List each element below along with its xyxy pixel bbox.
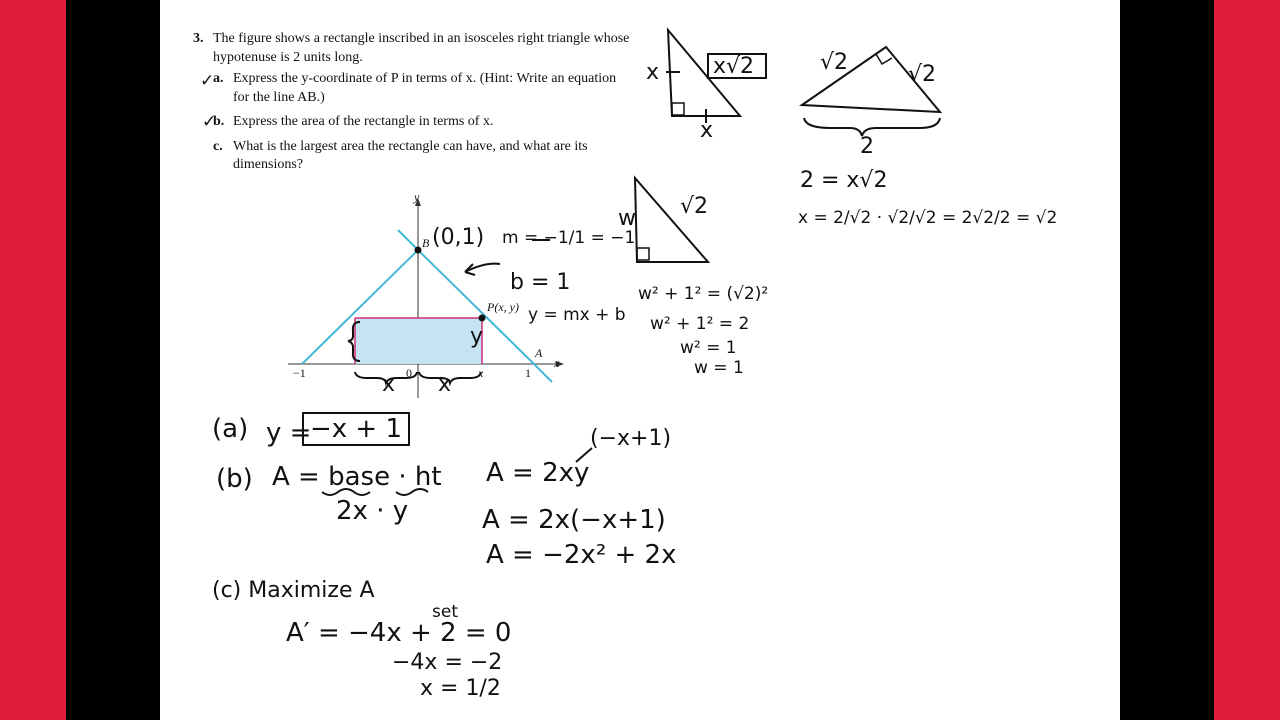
tri2-left-label: √2 xyxy=(820,50,849,75)
line-equation-note: y = mx + b xyxy=(528,305,626,325)
answer-c-label: (c) Maximize A xyxy=(212,578,375,603)
left-red-bar xyxy=(0,0,66,720)
tick-1: 1 xyxy=(525,366,531,380)
tri2-right-label: √2 xyxy=(908,62,937,87)
answer-b-label: (b) xyxy=(216,464,253,494)
sketch-triangle-3 xyxy=(635,178,708,262)
tri1-right-angle xyxy=(672,103,684,115)
problem-stem: The figure shows a rectangle inscribed in an isosceles right triangle whose hypotenuse is 2 units long. xyxy=(213,31,630,65)
tri1-hyp-label: x√2 xyxy=(713,54,755,79)
point-b xyxy=(415,247,422,254)
rect-height-label: y xyxy=(470,324,484,349)
part-a-text: Express the y-coordinate of P in terms of x. (Hint: Write an equation for the line AB.) xyxy=(233,71,617,105)
point-p-label: P(x, y) xyxy=(487,300,519,314)
brace-x-left: x xyxy=(382,372,396,397)
slope-note: m = −1/1 = −1 xyxy=(502,228,636,248)
tick-neg1: −1 xyxy=(293,366,306,380)
w-equation-3: w² = 1 xyxy=(680,338,737,358)
w-equation-1: w² + 1² = (√2)² xyxy=(638,284,769,304)
answer-b-substitution: 2x · y xyxy=(336,496,409,526)
intercept-note: b = 1 xyxy=(510,270,571,295)
w-equation-2: w² + 1² = 2 xyxy=(650,314,750,334)
w-equation-4: w = 1 xyxy=(694,358,744,378)
set-note: set xyxy=(432,602,458,622)
tri2-right-angle xyxy=(876,54,892,64)
tri3-leg-label: w xyxy=(618,206,636,231)
area-step-1: A = 2xy xyxy=(486,458,590,488)
check-mark-a: ✓ xyxy=(200,71,215,91)
brace-x-right: x xyxy=(438,372,452,397)
part-b-label: b. xyxy=(213,114,225,129)
x-solution: x = 1/2 xyxy=(420,676,501,701)
point-b-label: B xyxy=(422,236,430,250)
answer-a-lhs: y = xyxy=(266,418,312,448)
tri3-hyp-label: √2 xyxy=(680,194,709,219)
tick-0: 0 xyxy=(406,366,412,380)
part-c-text: What is the largest area the rectangle can have, and what are its dimensions? xyxy=(233,138,588,172)
x-axis-label: x xyxy=(554,356,560,370)
inscribed-rectangle xyxy=(355,318,482,364)
solve-step: −4x = −2 xyxy=(392,650,503,675)
tri3-right-angle xyxy=(637,248,649,260)
eq-hypotenuse: 2 = x√2 xyxy=(800,168,888,193)
eq-x-value: x = 2/√2 · √2/√2 = 2√2/2 = √2 xyxy=(798,208,1058,228)
tri2-base-label: 2 xyxy=(860,134,874,159)
problem-number: 3. xyxy=(193,31,204,46)
area-step-3: A = −2x² + 2x xyxy=(486,540,677,570)
derivative-equation: A′ = −4x + 2 = 0 xyxy=(286,618,512,648)
answer-a-boxed: −x + 1 xyxy=(302,412,410,446)
right-side-extension xyxy=(534,364,552,382)
left-side-extension xyxy=(398,230,418,250)
area-step-2: A = 2x(−x+1) xyxy=(482,505,666,535)
right-red-bar xyxy=(1214,0,1280,720)
b-coordinate-note: (0,1) xyxy=(432,225,485,250)
part-a-label: a. xyxy=(213,71,224,86)
figure-graphics xyxy=(160,0,1120,720)
check-mark-b: ✓ xyxy=(202,112,217,132)
tick-x: x xyxy=(478,366,484,380)
point-a-label: A xyxy=(535,346,543,360)
part-c-label: c. xyxy=(213,138,223,154)
area-step-1-note: (−x+1) xyxy=(590,426,672,451)
tri1-leg-label: x xyxy=(646,60,660,85)
part-b-text: Express the area of the rectangle in terms of x. xyxy=(233,114,494,129)
worksheet-page xyxy=(160,0,1120,720)
answer-b-formula: A = base · ht xyxy=(272,462,442,492)
tri1-bottom-label: x xyxy=(700,118,714,143)
answer-a-label: (a) xyxy=(212,414,249,444)
y-axis-label: y xyxy=(414,190,420,204)
point-p xyxy=(479,315,486,322)
